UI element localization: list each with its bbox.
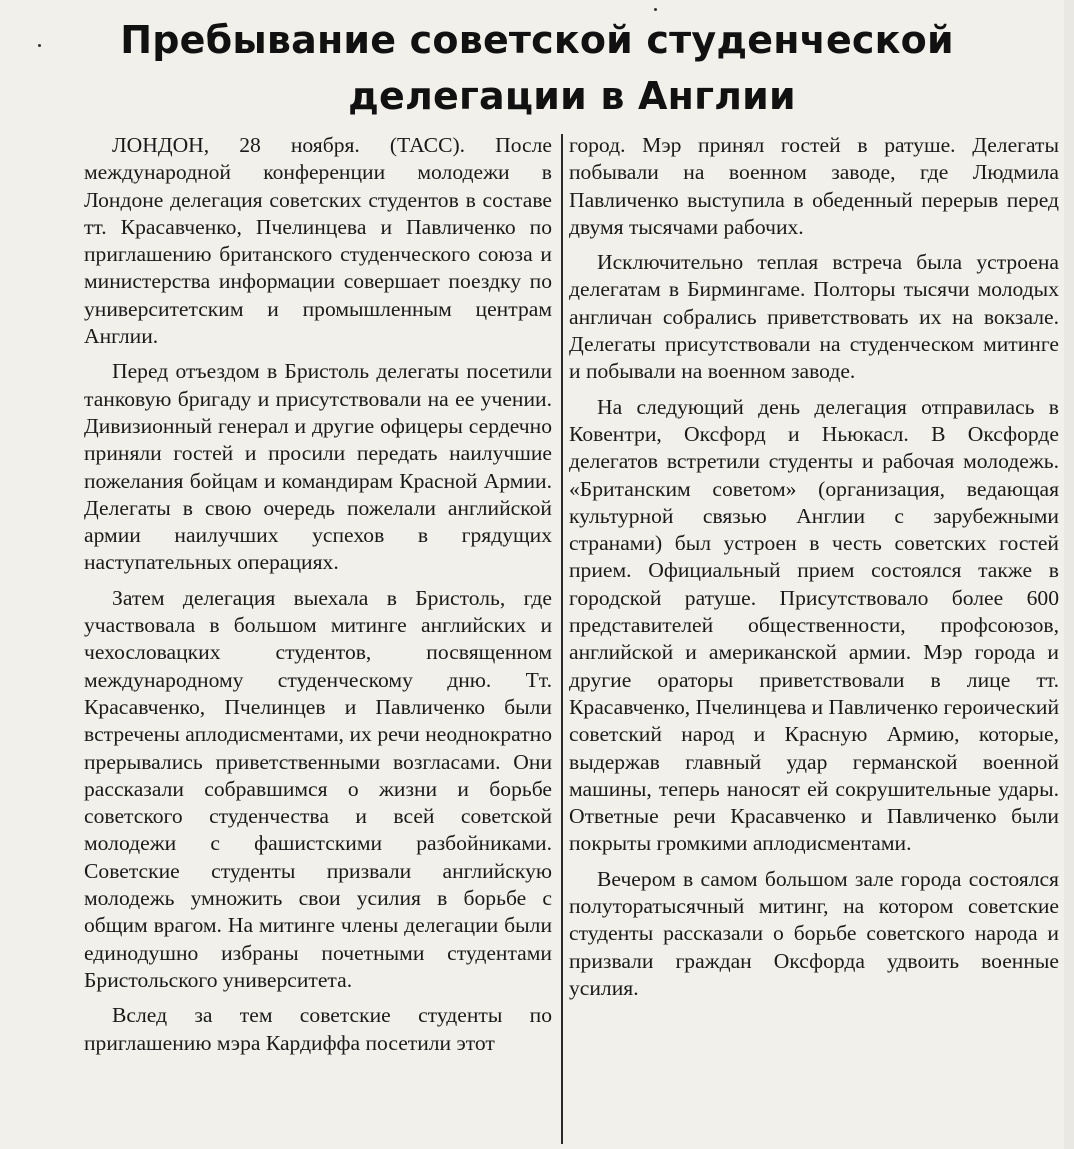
headline-line-1: Пребывание советской студенческой — [120, 18, 954, 62]
right-column — [569, 132, 1059, 1010]
print-speck — [654, 8, 657, 11]
paragraph-bristol-meeting: Затем делегация выехала в Бристоль, где участвовала в большом митинге английских и чехословацких студентов, посвященном международному студенческому дню. Тт. Красавченко, Пчелинцев и Павличенко были встречены аплодисментами, их речи неоднократно прерывались приветственными возгласами. Они рассказали собравшимся о жизни и борьбе советского студенчества и всей советской молодежи с фашистскими разбойниками. Советские студенты призвали английскую молодежь умножить свои усилия в борьбе с общим врагом. На митинге члены делегации были единодушно избраны почетными студентами Бристольского университета. — [84, 585, 552, 992]
paragraph-oxford-reception: На следующий день делегация отправилась в Ковентри, Оксфорд и Ньюкасл. В Оксфорде делегатов встретили студенты и рабочая молодежь. «Британским советом» (организация, ведающая культурной связью Англии с зарубежными странами) был устроен в честь советских гостей прием. Официальный прием состоялся также в городской ратуше. Присутствовало более 600 представителей общественности, профсоюзов, английской и американской армии. Мэр города и другие ораторы приветствовали в лице тт. Красавченко, Пчелинцева и Павличенко героический советский народ и Красную Армию, которые, выдержав главный удар германской военной машины, теперь наносят ей сокрушительные удары. Ответные речи Красавченко и Павличенко были покрыты громкими аплодисментами. — [569, 394, 1059, 856]
paragraph-cardiff-start: Вслед за тем советские студенты по приглашению мэра Кардиффа посетили этот — [84, 1003, 552, 1055]
page-edge — [1064, 0, 1074, 1149]
left-column — [84, 132, 552, 1065]
paragraph-evening-meeting: Вечером в самом большом зале города состоялся полуторатысячный митинг, на котором советские студенты рассказали о борьбе советского народа и призвали граждан Оксфорда удвоить военные усилия. — [569, 866, 1059, 1000]
article-headline — [0, 12, 1074, 124]
paragraph-london-dispatch: ЛОНДОН, 28 ноября. (ТАСС). После международной конференции молодежи в Лондоне делегация советских студентов в составе тт. Красавченко, Пчелинцева и Павличенко по приглашению британского студенческого союза и министерства информации совершает поездку по университетским и промышленным центрам Англии. — [84, 133, 552, 349]
column-divider — [561, 134, 563, 1144]
headline-line-2: делегации в Англии — [348, 74, 796, 118]
paragraph-tank-brigade: Перед отъездом в Бристоль делегаты посетили танковую бригаду и присутствовали на ее учении. Дивизионный генерал и другие офицеры сердечно приняли гостей и просили передать наилучшие пожелания бойцам и командирам Красной Армии. Делегаты в свою очередь пожелали английской армии наилучших успехов в грядущих наступательных операциях. — [84, 359, 552, 575]
paragraph-cardiff-continued: город. Мэр принял гостей в ратуше. Делегаты побывали на военном заводе, где Людмила Павличенко выступила в обеденный перерыв перед двумя тысячами рабочих. — [569, 133, 1059, 239]
paragraph-birmingham: Исключительно теплая встреча была устроена делегатам в Бирмингаме. Полторы тысячи молодых англичан собрались приветствовать их на вокзале. Делегаты присутствовали на студенческом митинге и побывали на военном заводе. — [569, 250, 1059, 384]
print-speck — [38, 44, 41, 47]
